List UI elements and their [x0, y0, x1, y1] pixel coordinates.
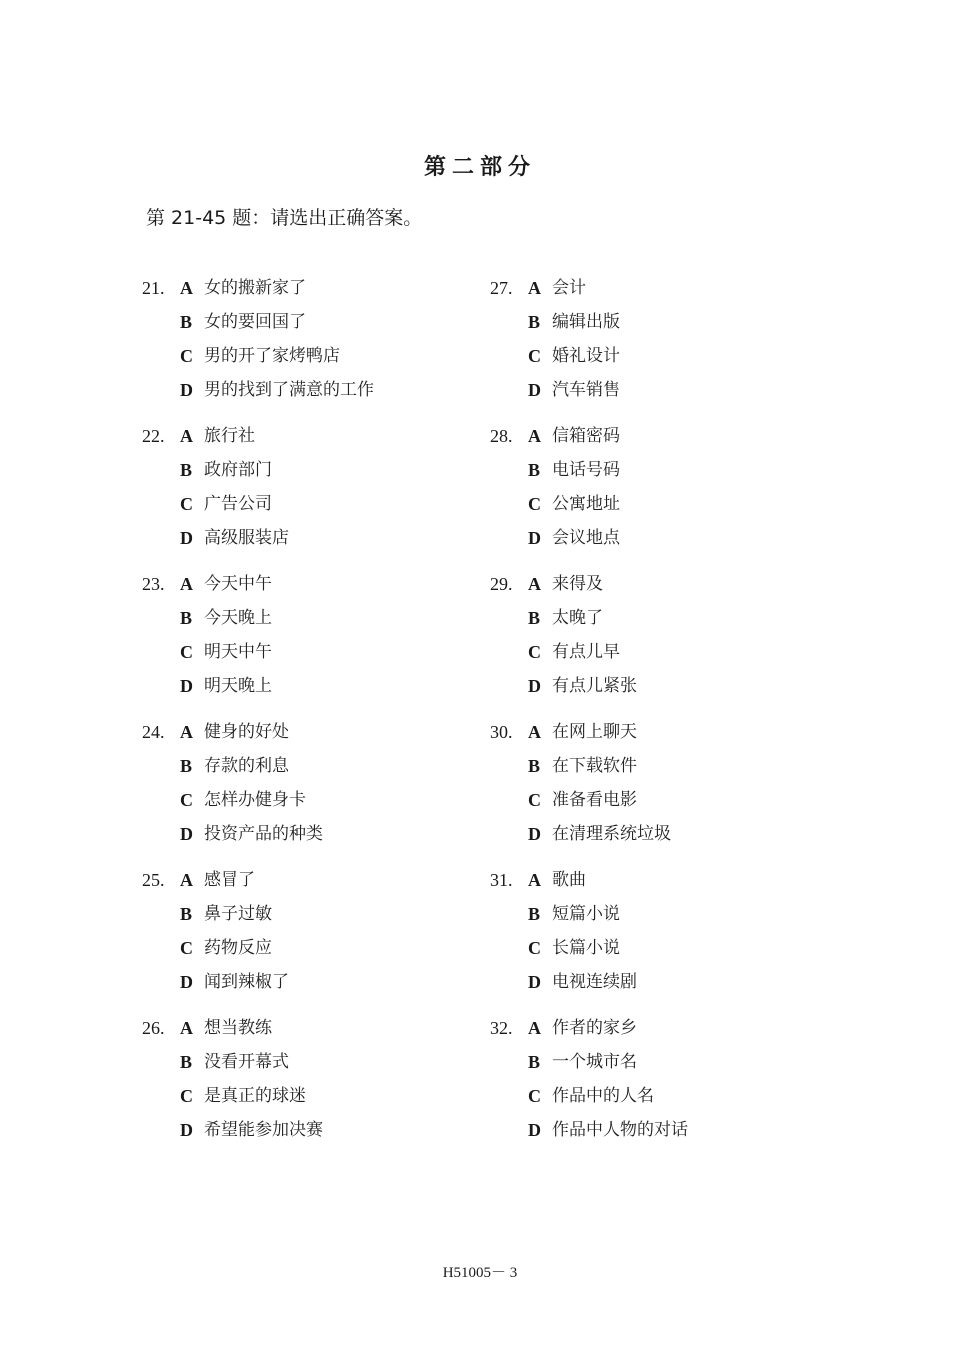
option-letter: A [528, 426, 541, 446]
question-number: 31. [490, 870, 513, 890]
option-text: 健身的好处 [204, 722, 289, 742]
option-text: 鼻子过敏 [204, 904, 272, 924]
option-letter: D [180, 1120, 193, 1140]
option-letter: B [180, 1052, 193, 1072]
option-letter: B [528, 312, 541, 332]
option-text: 广告公司 [204, 494, 272, 514]
option-text: 在下载软件 [552, 756, 637, 776]
option-letter: A [528, 870, 541, 890]
question-item [490, 274, 830, 422]
option-text: 公寓地址 [552, 494, 620, 514]
option-letter: D [180, 824, 193, 844]
option-letter: B [528, 1052, 541, 1072]
question-column-right [490, 274, 830, 1162]
option-letter: A [180, 426, 193, 446]
option-text: 政府部门 [204, 460, 272, 480]
option-letter: A [180, 574, 193, 594]
option-text: 会议地点 [552, 528, 620, 548]
question-column-left [142, 274, 482, 1162]
option-letter: A [528, 1018, 541, 1038]
option-letter: A [180, 278, 193, 298]
option-letter: C [528, 938, 541, 958]
option-letter: D [528, 972, 541, 992]
option-letter: C [180, 346, 193, 366]
option-letter: C [528, 494, 541, 514]
option-letter: D [528, 1120, 541, 1140]
question-number: 30. [490, 722, 513, 742]
option-letter: C [528, 642, 541, 662]
question-number: 26. [142, 1018, 165, 1038]
question-number: 22. [142, 426, 165, 446]
option-letter: A [180, 1018, 193, 1038]
option-text: 男的找到了满意的工作 [204, 380, 374, 400]
question-item [142, 1014, 482, 1162]
option-letter: D [528, 676, 541, 696]
question-number: 23. [142, 574, 165, 594]
question-number: 27. [490, 278, 513, 298]
option-text: 旅行社 [204, 426, 255, 446]
option-text: 在网上聊天 [552, 722, 637, 742]
option-letter: C [180, 790, 193, 810]
option-text: 今天中午 [204, 574, 272, 594]
option-text: 存款的利息 [204, 756, 289, 776]
option-text: 药物反应 [204, 938, 272, 958]
question-number: 25. [142, 870, 165, 890]
instructions: 第 21-45 题：请选出正确答案。 [146, 207, 423, 229]
option-text: 有点儿早 [552, 642, 620, 662]
option-text: 是真正的球迷 [204, 1086, 306, 1106]
option-text: 有点儿紧张 [552, 676, 637, 696]
option-letter: A [180, 870, 193, 890]
option-letter: B [180, 312, 193, 332]
question-number: 29. [490, 574, 513, 594]
option-text: 会计 [552, 278, 586, 298]
option-text: 投资产品的种类 [204, 824, 323, 844]
option-text: 汽车销售 [552, 380, 620, 400]
option-text: 作品中的人名 [552, 1086, 654, 1106]
option-letter: B [528, 608, 541, 628]
page-footer: H51005－ 3 [442, 1265, 518, 1281]
option-letter: C [528, 1086, 541, 1106]
question-item [490, 422, 830, 570]
question-item [142, 570, 482, 718]
option-text: 高级服装店 [204, 528, 289, 548]
option-letter: C [528, 346, 541, 366]
option-letter: C [180, 1086, 193, 1106]
question-number: 32. [490, 1018, 513, 1038]
option-letter: D [180, 972, 193, 992]
option-text: 感冒了 [204, 870, 255, 890]
option-text: 编辑出版 [552, 312, 620, 332]
question-item [490, 570, 830, 718]
option-text: 准备看电影 [552, 790, 637, 810]
option-letter: A [180, 722, 193, 742]
option-text: 来得及 [552, 574, 603, 594]
option-text: 一个城市名 [552, 1052, 637, 1072]
option-text: 电视连续剧 [552, 972, 637, 992]
option-text: 女的要回国了 [204, 312, 306, 332]
option-text: 希望能参加决赛 [204, 1120, 323, 1140]
option-letter: D [528, 380, 541, 400]
option-letter: C [180, 642, 193, 662]
option-text: 婚礼设计 [552, 346, 620, 366]
question-item [142, 274, 482, 422]
question-item [490, 866, 830, 1014]
option-letter: C [180, 494, 193, 514]
question-number: 21. [142, 278, 165, 298]
option-letter: B [180, 904, 193, 924]
option-letter: B [528, 460, 541, 480]
option-letter: A [528, 278, 541, 298]
option-letter: C [528, 790, 541, 810]
option-text: 在清理系统垃圾 [552, 824, 671, 844]
option-letter: D [180, 528, 193, 548]
option-letter: A [528, 574, 541, 594]
section-title: 第二部分 [423, 155, 536, 180]
question-item [142, 422, 482, 570]
option-text: 明天中午 [204, 642, 272, 662]
option-text: 没看开幕式 [204, 1052, 289, 1072]
option-letter: B [528, 904, 541, 924]
option-letter: B [180, 608, 193, 628]
question-number: 28. [490, 426, 513, 446]
question-item [142, 718, 482, 866]
option-letter: B [180, 460, 193, 480]
option-text: 想当教练 [204, 1018, 272, 1038]
option-text: 女的搬新家了 [204, 278, 306, 298]
option-letter: D [180, 380, 193, 400]
question-item [142, 866, 482, 1014]
option-text: 今天晚上 [204, 608, 272, 628]
option-letter: D [528, 528, 541, 548]
option-letter: D [180, 676, 193, 696]
option-text: 作品中人物的对话 [552, 1120, 688, 1140]
option-text: 信箱密码 [552, 426, 620, 446]
option-text: 长篇小说 [552, 938, 620, 958]
question-item [490, 1014, 830, 1162]
option-text: 怎样办健身卡 [204, 790, 306, 810]
option-letter: D [528, 824, 541, 844]
option-text: 闻到辣椒了 [204, 972, 289, 992]
option-letter: A [528, 722, 541, 742]
question-item [490, 718, 830, 866]
option-text: 明天晚上 [204, 676, 272, 696]
question-number: 24. [142, 722, 165, 742]
option-text: 电话号码 [552, 460, 620, 480]
option-text: 作者的家乡 [552, 1018, 637, 1038]
option-text: 歌曲 [552, 870, 586, 890]
option-text: 太晚了 [552, 608, 603, 628]
option-letter: C [180, 938, 193, 958]
option-letter: B [528, 756, 541, 776]
option-letter: B [180, 756, 193, 776]
option-text: 男的开了家烤鸭店 [204, 346, 340, 366]
option-text: 短篇小说 [552, 904, 620, 924]
